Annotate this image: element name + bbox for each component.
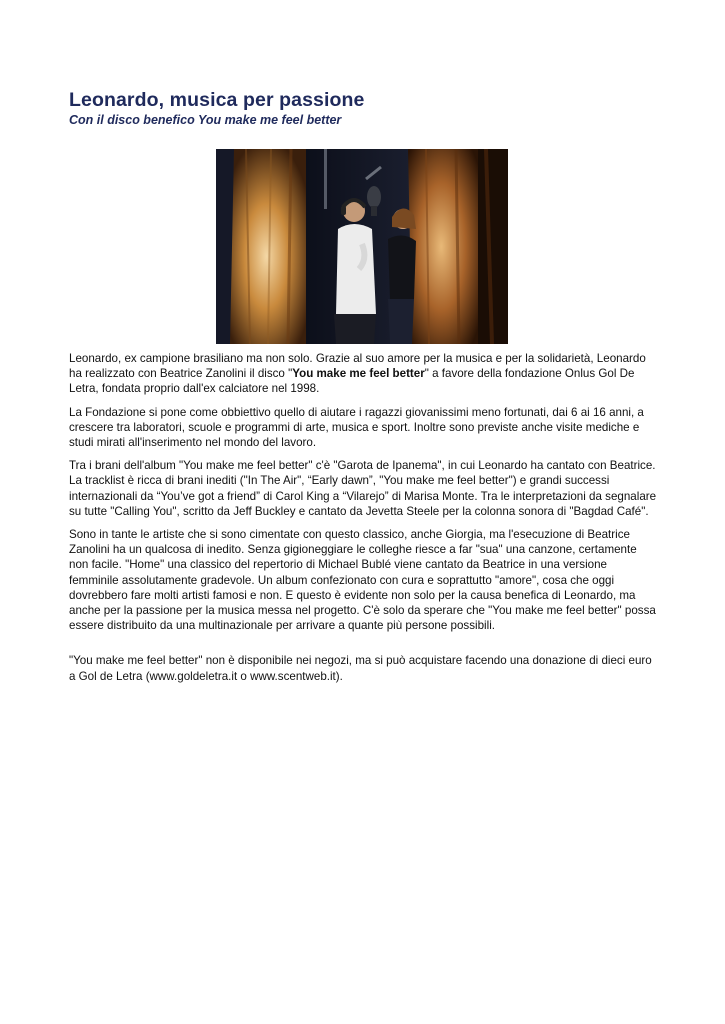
paragraph-tracklist: Tra i brani dell'album "You make me feel better" c'è "Garota de Ipanema", in cui Leonardo ha cantato con Beatrice. La tracklist è ricca di brani inediti ("In The Air", “Early dawn”, "You make me feel better") e grandi successi internazionali da “You’ve got a friend” di Carol King a “Vilarejo” di Marisa Monte. Tra le interpretazioni da segnalare su tutte "Calling You", scritto da Jeff Buckley e cantato da Jevetta Steele per la colonna sonora di "Bagdad Café".: [69, 459, 657, 518]
article-title: Leonardo, musica per passione: [69, 89, 365, 111]
article: [69, 89, 659, 683]
article-body: [69, 351, 659, 692]
paragraph-intro: Leonardo, ex campione brasiliano ma non solo. Grazie al suo amore per la musica e per la solidarietà, Leonardo ha realizzato con Beatrice Zanolini il disco "You make me feel better" a favore della fondazione Onlus Gol De Letra, fondata proprio dall'ex calciatore nel 1998.: [69, 352, 646, 396]
paragraph-review: Sono in tante le artiste che si sono cimentate con questo classico, anche Giorgia, ma l'esecuzione di Beatrice Zanolini ha un qualcosa di inedito. Senza gigioneggiare le colleghe riesce a far "sua" una canzone, certamente non facile. "Home" una classico del repertorio di Michael Bublé viene cantato da Beatrice in una versione femminile assolutamente gradevole. Un album confezionato con cura e soprattutto "amore", cosa che oggi dovrebbero fare molti artisti famosi e non. E questo è evidente non solo per la causa benefica di Leonardo, ma anche per la passione per la musica messa nel progetto. C'è solo da sperare che "You make me feel better" possa essere distribuito da una multinazionale per arrivare a quante più persone possibili.: [69, 528, 656, 633]
article-subtitle: Con il disco benefico You make me feel better: [69, 113, 342, 127]
album-title-bold: You make me feel better: [292, 367, 425, 381]
studio-photo: [216, 149, 508, 344]
paragraph-availability: "You make me feel better" non è disponibile nei negozi, ma si può acquistare facendo una donazione di dieci euro a Gol de Letra (www.goldeletra.it o www.scentweb.it).: [69, 654, 652, 683]
paragraph-foundation: La Fondazione si pone come obbiettivo quello di aiutare i ragazzi giovanissimi meno fortunati, dai 6 ai 16 anni, a crescere tra laboratori, scuole e programmi di arte, musica e sport. Inoltre sono previste anche visite mediche e studi mirati all'inserimento nel mondo del lavoro.: [69, 405, 644, 450]
